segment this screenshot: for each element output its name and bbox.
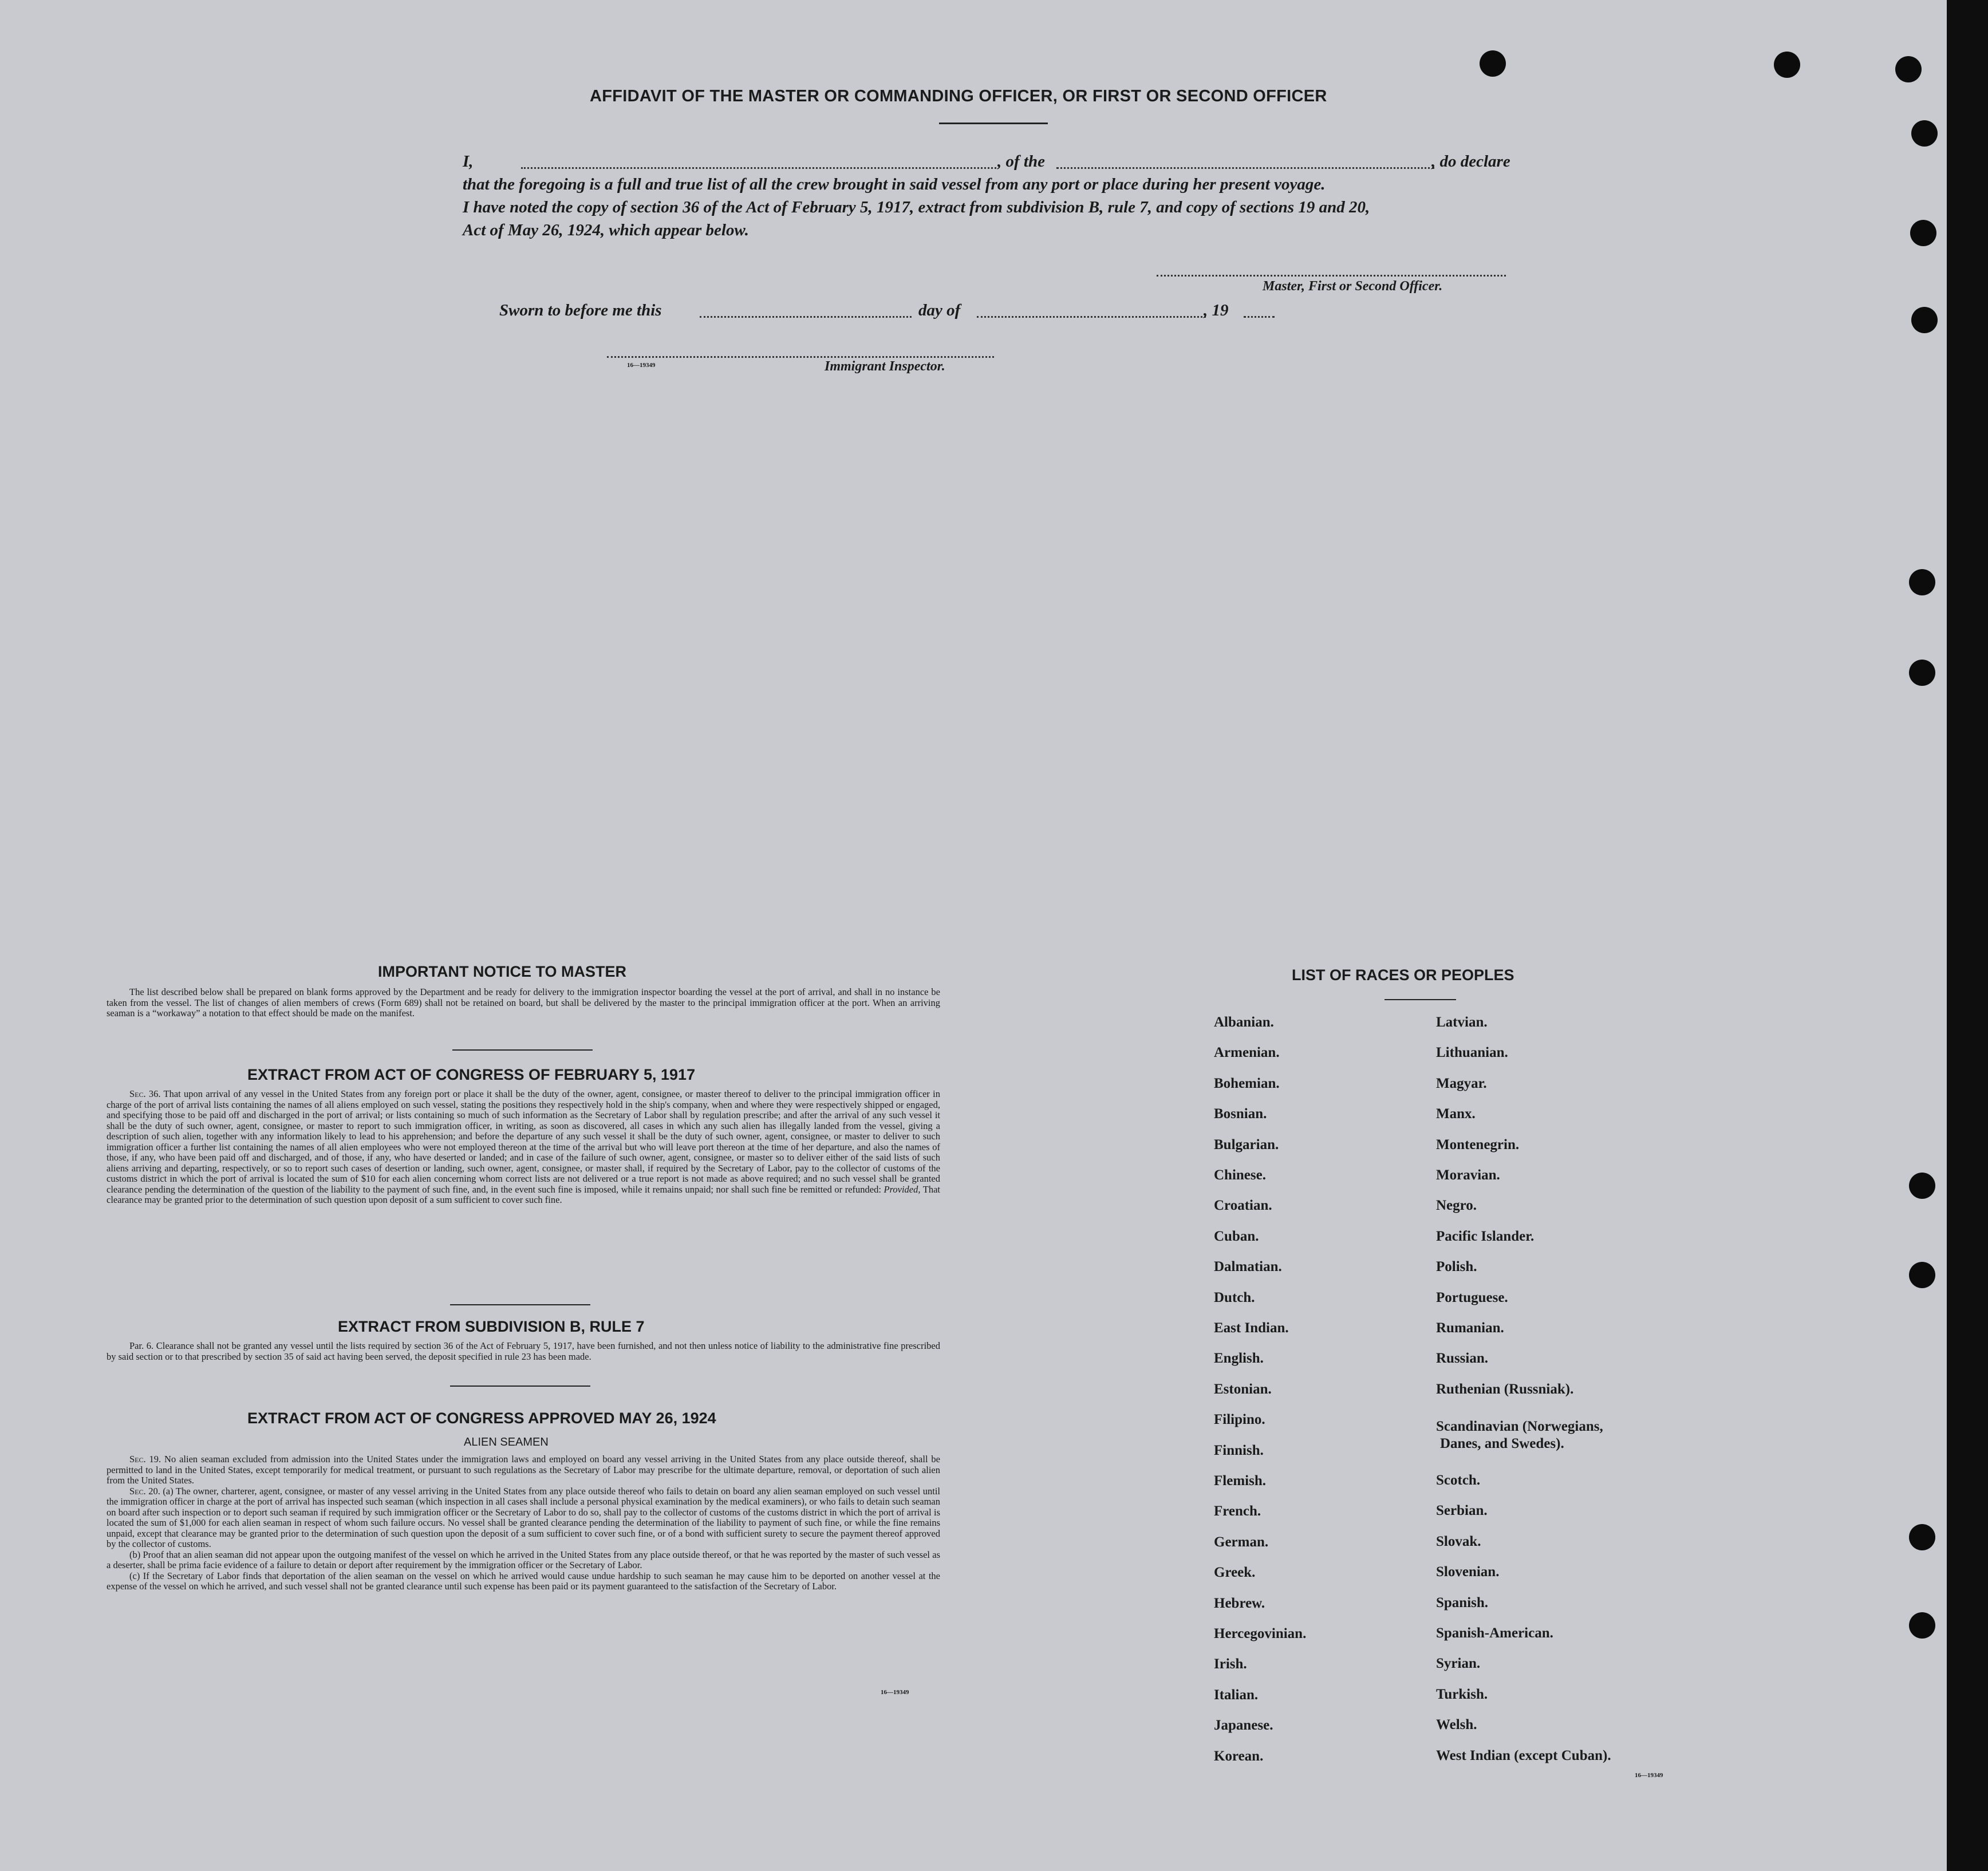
race-item: Bohemian. bbox=[1214, 1075, 1280, 1091]
race-item: Slovak. bbox=[1436, 1533, 1481, 1549]
race-item: Lithuanian. bbox=[1436, 1045, 1508, 1061]
sec-36-label: Sec. 36. bbox=[129, 1088, 161, 1099]
master-signature-line[interactable] bbox=[1157, 275, 1506, 277]
races-divider bbox=[1384, 999, 1456, 1000]
decl-of-the: , of the bbox=[997, 152, 1045, 171]
punch-hole bbox=[1909, 1612, 1935, 1639]
rule-7-title: EXTRACT FROM SUBDIVISION B, RULE 7 bbox=[338, 1318, 645, 1335]
punch-hole bbox=[1909, 660, 1935, 686]
race-item: Hercegovinian. bbox=[1214, 1626, 1307, 1641]
scanner-edge bbox=[1947, 0, 1988, 1871]
sec-19-label: Sec. 19. bbox=[129, 1454, 161, 1465]
notice-text: The list described below shall be prepared on blank forms approved by the Department and be ready for delivery to the immigration inspector boarding the vessel at the port of arrival, and shall in no instance be taken from the vessel. The list of changes of alien members of crews (Form 689) shall not be retained on board, but shall be delivered by the master to the principal immigration officer at the port. When an arriving seaman is a “workaway” a notation to that effect should be made on the manifest. bbox=[107, 986, 940, 1019]
race-item: English. bbox=[1214, 1351, 1264, 1367]
races-title: LIST OF RACES OR PEOPLES bbox=[1292, 966, 1514, 984]
race-item: Latvian. bbox=[1436, 1015, 1488, 1030]
sec-20c-text: (c) If the Secretary of Labor finds that deportation of the alien seaman on the vessel on which he arrived would cause undue hardship to such seaman he may cause him to be deported on another vessel at the expense of the vessel on which he arrived, and such vessel shall not be granted clearance until such expense has been paid or its payment guaranteed to the satisfaction of the Secretary of Labor. bbox=[107, 1570, 940, 1592]
race-item: Slovenian. bbox=[1436, 1564, 1500, 1580]
race-item: German. bbox=[1214, 1534, 1269, 1550]
sworn-day-blank[interactable] bbox=[700, 316, 912, 318]
race-item: Syrian. bbox=[1436, 1656, 1481, 1672]
race-item: Estonian. bbox=[1214, 1381, 1272, 1397]
punch-hole bbox=[1911, 307, 1938, 333]
punch-hole bbox=[1909, 1262, 1935, 1288]
sworn-month-blank[interactable] bbox=[977, 316, 1206, 318]
race-item: Welsh. bbox=[1436, 1717, 1477, 1733]
punch-hole bbox=[1480, 50, 1506, 77]
punch-hole bbox=[1895, 56, 1922, 82]
race-item: West Indian (except Cuban). bbox=[1436, 1747, 1611, 1763]
race-item: Montenegrin. bbox=[1436, 1136, 1520, 1152]
race-item: Turkish. bbox=[1436, 1686, 1488, 1702]
race-item: Serbian. bbox=[1436, 1503, 1488, 1519]
declaration-line-2: that the foregoing is a full and true list of all the crew brought in said vessel from any port or place during her present voyage. bbox=[463, 175, 1326, 194]
act-1924-title: EXTRACT FROM ACT OF CONGRESS APPROVED MAY 26, 1924 bbox=[247, 1410, 716, 1427]
affidavit-title: AFFIDAVIT OF THE MASTER OR COMMANDING OFFICER, OR FIRST OR SECOND OFFICER bbox=[590, 87, 1327, 105]
notice-divider bbox=[452, 1049, 593, 1051]
sec-20-label: Sec. 20. bbox=[129, 1485, 160, 1497]
race-item: Dutch. bbox=[1214, 1289, 1255, 1305]
race-item: Negro. bbox=[1436, 1198, 1477, 1214]
extract-1917-title: EXTRACT FROM ACT OF CONGRESS OF FEBRUARY 5, 1917 bbox=[247, 1066, 696, 1083]
race-item: Croatian. bbox=[1214, 1198, 1272, 1214]
punch-hole bbox=[1909, 1173, 1935, 1199]
sec-36-text-end: That clearance may be granted prior to the determination of such question upon deposit of a sum sufficient to cover such fine. bbox=[107, 1183, 941, 1205]
race-item: Italian. bbox=[1214, 1687, 1259, 1703]
declaration-line-4: Act of May 26, 1924, which appear below. bbox=[463, 221, 749, 239]
race-item: French. bbox=[1214, 1503, 1261, 1519]
punch-hole bbox=[1910, 220, 1936, 246]
race-item: Bulgarian. bbox=[1214, 1136, 1279, 1152]
name-blank[interactable] bbox=[521, 167, 996, 169]
race-item: Spanish-American. bbox=[1436, 1625, 1553, 1641]
race-item: Armenian. bbox=[1214, 1045, 1280, 1061]
sec-20a-text: (a) The owner, charterer, agent, consignee, or master of any vessel arriving in the United States from any place outside thereof who fails to detain on board any alien seaman employed on such vessel until the immigration officer in charge at the port of arrival has inspected such seaman (which inspection in all cases shall include a personal physical examination by the medical examiners), or who fails to detain such seaman on board after such inspection or to deport such seaman if required by such immigration officer or the Secretary of Labor to do so, shall pay to the collector of customs of the customs district in which the port of arrival is located the sum of $1,000 for each alien seaman in respect of whom such failure occurs. No vessel shall be granted clearance pending the determination of the liability to payment of such fine, or while the fine remains unpaid, except that clearance may be granted prior to the determination of such question upon the deposit of a sum sufficient to cover such fine, or of a bond with sufficient surety to secure the payment thereof approved by the collector of customs. bbox=[107, 1485, 941, 1549]
year-prefix: , 19 bbox=[1204, 301, 1229, 319]
extract-1917-body bbox=[107, 1089, 940, 1206]
punch-hole bbox=[1909, 1524, 1935, 1550]
race-item: Flemish. bbox=[1214, 1473, 1266, 1489]
race-item: Dalmatian. bbox=[1214, 1259, 1282, 1275]
rule-7-body bbox=[107, 1341, 940, 1362]
race-item: Irish. bbox=[1214, 1656, 1247, 1672]
race-item: Greek. bbox=[1214, 1565, 1256, 1581]
race-item: Spanish. bbox=[1436, 1594, 1489, 1611]
race-item: Hebrew. bbox=[1214, 1595, 1265, 1611]
sec-20b-text: (b) Proof that an alien seaman did not appear upon the outgoing manifest of the vessel on which he arrived in the United States from any place outside thereof, or that he was reported by the master of such vessel as a deserter, shall be prima facie evidence of a failure to detain or deport after requirement by the immigration officer or the Secretary of Labor. bbox=[107, 1549, 940, 1570]
race-item: Manx. bbox=[1436, 1106, 1476, 1122]
notice-title: IMPORTANT NOTICE TO MASTER bbox=[378, 963, 626, 980]
race-item: Pacific Islander. bbox=[1436, 1228, 1535, 1244]
punch-hole bbox=[1909, 569, 1935, 595]
race-item: Portuguese. bbox=[1436, 1289, 1508, 1305]
proviso-word: Provided, bbox=[883, 1183, 921, 1195]
race-item: Japanese. bbox=[1214, 1718, 1273, 1734]
race-item: Rumanian. bbox=[1436, 1320, 1504, 1336]
inspector-label: Immigrant Inspector. bbox=[825, 359, 945, 374]
race-item: Russian. bbox=[1436, 1351, 1489, 1367]
punch-hole bbox=[1774, 52, 1800, 78]
race-item: Scandinavian (Norwegians, bbox=[1436, 1419, 1603, 1434]
notice-body bbox=[107, 987, 940, 1019]
rule-7-text: Par. 6. Clearance shall not be granted any vessel until the lists required by section 36 of the Act of February 5, 1917, have been furnished, and not then unless notice of liability to the administrative fine prescribed by said section or to that prescribed by section 35 of said act having been served, the deposit specified in rule 23 has been made. bbox=[107, 1340, 940, 1362]
sec-19-text: No alien seaman excluded from admission into the United States under the immigration laws and employed on board any vessel arriving in the United States from any place outside thereof, shall be permitted to land in the United States, except temporarily for medical treatment, or pursuant to such regulations as the Secretary of Labor may prescribe for the ultimate departure, removal, or deportation of such alien from the United States. bbox=[107, 1454, 941, 1486]
act-1924-body bbox=[107, 1454, 940, 1592]
race-item: Korean. bbox=[1214, 1748, 1264, 1764]
extract-1917-divider bbox=[450, 1304, 590, 1305]
decl-do-declare: , do declare bbox=[1431, 152, 1510, 171]
race-item: Finnish. bbox=[1214, 1442, 1264, 1458]
race-item: East Indian. bbox=[1214, 1320, 1289, 1336]
rule-7-divider bbox=[450, 1386, 590, 1387]
race-item: Danes, and Swedes). bbox=[1440, 1436, 1564, 1451]
punch-hole bbox=[1911, 120, 1938, 147]
alien-seamen-subtitle: ALIEN SEAMEN bbox=[464, 1436, 549, 1448]
race-item: Albanian. bbox=[1214, 1015, 1274, 1030]
sworn-label: Sworn to before me this bbox=[499, 301, 662, 319]
form-number-bottom-right: 16—19349 bbox=[1635, 1772, 1663, 1779]
form-number-top: 16—19349 bbox=[627, 362, 656, 369]
race-item: Chinese. bbox=[1214, 1167, 1266, 1183]
race-item: Bosnian. bbox=[1214, 1106, 1267, 1122]
race-item: Magyar. bbox=[1436, 1075, 1487, 1091]
sec-36-text: That upon arrival of any vessel in the United States from any foreign port or place it shall be the duty of the owner, agent, consignee, or master thereof to deliver to the principal immigration officer in charge of the port of arrival lists containing the names of all aliens employed on such vessel, stating the positions they respectively hold in the ship's company, when and where they were respectively shipped or engaged, and specifying those to be paid off and discharged in the port of arrival; or lists containing so much of such information as the Secretary of Labor shall by regulation prescribe; and after the arrival of any such vessel it shall be the duty of such owner, agent, consignee, or master to report to such immigration officer, in writing, as soon as discovered, all cases in which any such alien has illegally landed from the vessel, giving a description of such alien, together with any information likely to lead to his apprehension; and before the departure of any such vessel it shall be the duty of such owner, agent, consignee, or master to deliver to such immigration officer a further list containing the names of all alien employees who were not employed thereon at the time of the arrival but who will leave port thereon at the time of her departure, and also the names of those, if any, who have been paid off and discharged, and of those, if any, who have deserted or landed; and in case of the failure of such owner, agent, consignee, or master so to deliver either of the said lists of such aliens arriving and departing, respectively, or so to report such cases of desertion or landing, such owner, agent, consignee, or master shall, if required by the Secretary of Labor, pay to the collector of customs of the customs district in which the port of arrival is located the sum of $10 for each alien concerning whom correct lists are not delivered or a true report is not made as above required; and no such vessel shall be granted clearance pending the determination of the question of the liability to the payment of such fine, and, in the event such fine is imposed, while it remains unpaid; nor shall such fine be remitted or refunded: bbox=[107, 1088, 940, 1195]
decl-i: I, bbox=[463, 152, 474, 171]
race-item: Polish. bbox=[1436, 1259, 1477, 1275]
title-divider bbox=[939, 123, 1048, 124]
race-item: Filipino. bbox=[1214, 1412, 1265, 1428]
declaration-line-3: I have noted the copy of section 36 of the Act of February 5, 1917, extract from subdivision B, rule 7, and copy of sections 19 and 20, bbox=[463, 198, 1370, 216]
race-item: Scotch. bbox=[1436, 1473, 1481, 1488]
vessel-blank[interactable] bbox=[1056, 167, 1434, 169]
sworn-year-blank[interactable] bbox=[1244, 316, 1275, 318]
race-item: Cuban. bbox=[1214, 1228, 1259, 1244]
form-number-bottom-left: 16—19349 bbox=[881, 1689, 909, 1696]
race-item: Moravian. bbox=[1436, 1167, 1500, 1183]
master-signature-label: Master, First or Second Officer. bbox=[1263, 279, 1443, 294]
inspector-signature-line[interactable] bbox=[607, 356, 994, 358]
day-of-label: day of bbox=[918, 301, 961, 319]
race-item: Ruthenian (Russniak). bbox=[1436, 1381, 1574, 1397]
